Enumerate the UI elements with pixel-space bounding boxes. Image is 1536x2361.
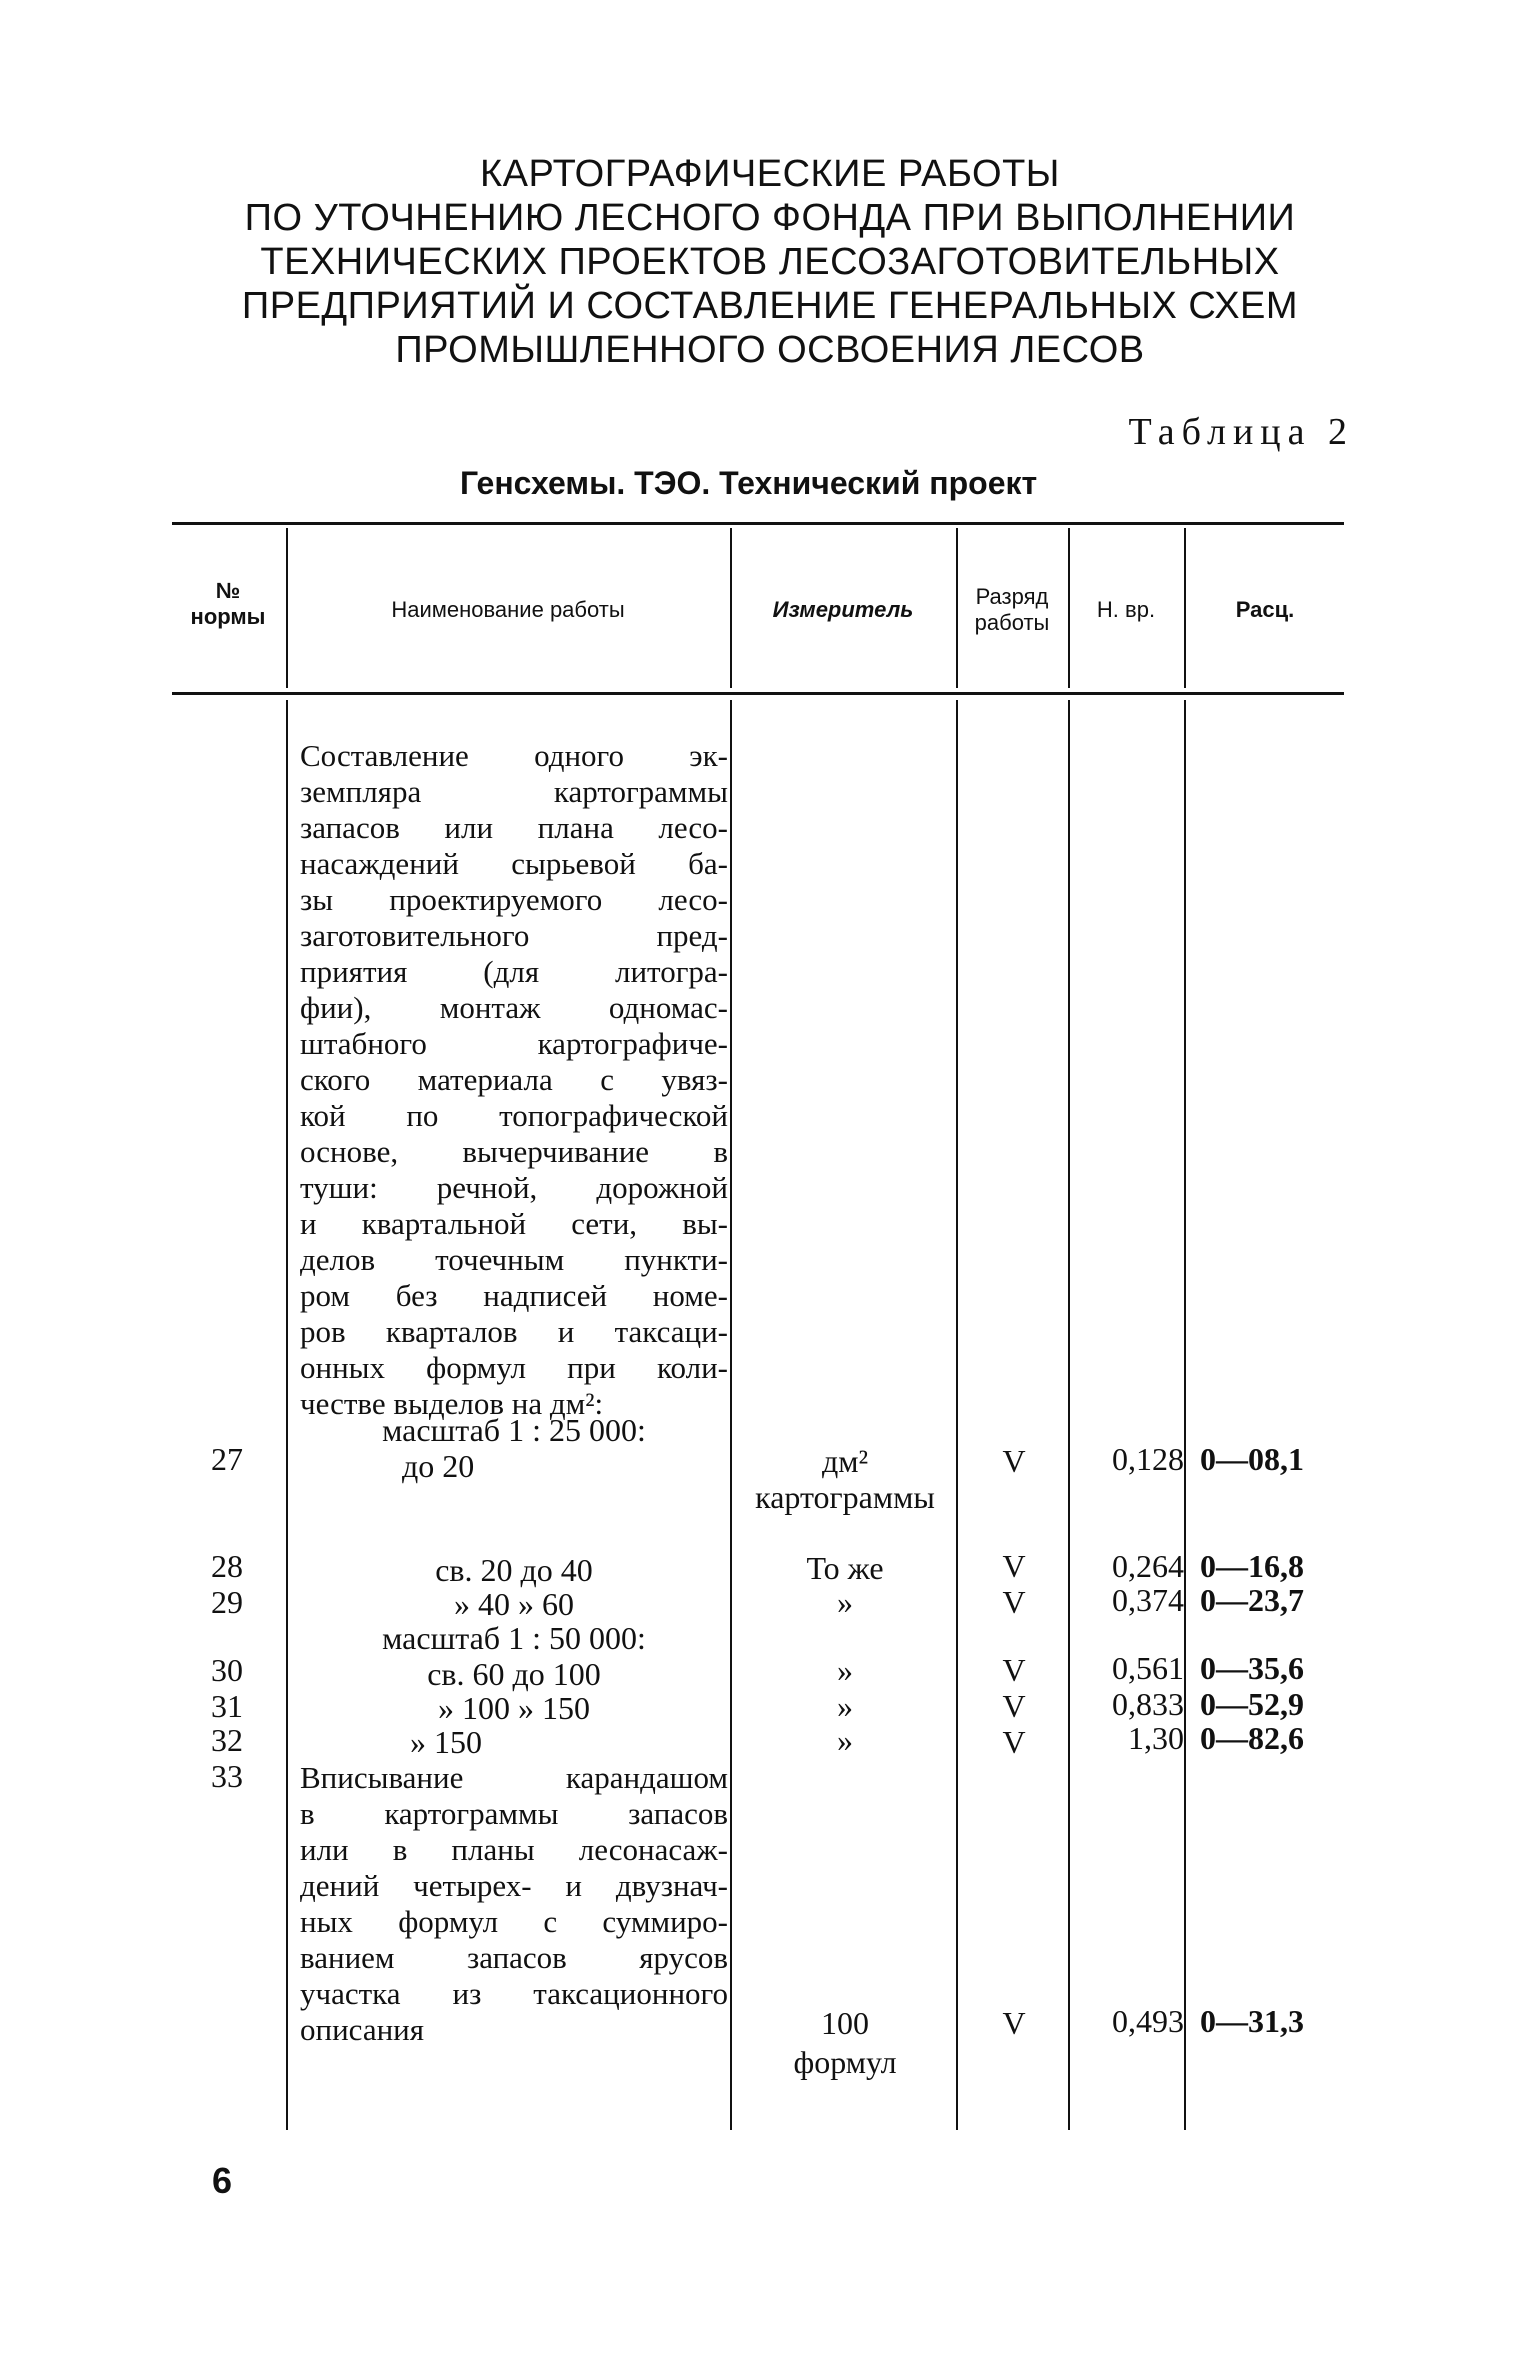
column-divider: [1184, 700, 1186, 2130]
row-rate: 0—82,6: [1200, 1720, 1304, 1756]
row-grade: V: [1002, 1584, 1026, 1620]
row-measure: »: [837, 1688, 853, 1724]
row-subitem: св. 20 до 40: [435, 1552, 593, 1588]
header-measure: Измеритель: [772, 597, 914, 622]
row-subitem: » 40 » 60: [454, 1586, 574, 1622]
column-divider: [730, 700, 732, 2130]
table-number-label: Таблица 2: [1128, 411, 1354, 453]
row-rate: 0—16,8: [1200, 1548, 1304, 1584]
column-divider: [1068, 700, 1070, 2130]
row-grade: V: [1002, 1724, 1026, 1760]
header-time-norm: Н. вр.: [1096, 597, 1156, 622]
row-time-norm: 0,493: [1112, 2003, 1184, 2039]
page-title: [150, 152, 1390, 372]
row-grade: V: [1002, 1548, 1026, 1584]
header-work-name: Наименование работы: [391, 597, 625, 622]
row-time-norm: 0,128: [1112, 1441, 1184, 1477]
header-norm-number: № нормы: [190, 578, 266, 629]
norm-number: 33: [211, 1758, 243, 1794]
row-grade: V: [1002, 1688, 1026, 1724]
column-divider: [286, 700, 288, 2130]
norm-number: 30: [211, 1652, 243, 1688]
title-line: ПРОМЫШЛЕННОГО ОСВОЕНИЯ ЛЕСОВ: [395, 329, 1145, 371]
norm-number: 32: [211, 1722, 243, 1758]
row-rate: 0—31,3: [1200, 2003, 1304, 2039]
row-time-norm: 1,30: [1128, 1720, 1184, 1756]
row-rate: 0—35,6: [1200, 1650, 1304, 1686]
row-grade: V: [1002, 1443, 1026, 1479]
title-line: ТЕХНИЧЕСКИХ ПРОЕКТОВ ЛЕСОЗАГОТОВИТЕЛЬНЫХ: [260, 241, 1280, 283]
header-rate: Расц.: [1235, 597, 1295, 622]
norm-number: 29: [211, 1584, 243, 1620]
title-line: КАРТОГРАФИЧЕСКИЕ РАБОТЫ: [480, 153, 1060, 195]
table-subtitle: Генсхемы. ТЭО. Технический проект: [460, 465, 1038, 501]
title-line: ПРЕДПРИЯТИЙ И СОСТАВЛЕНИЕ ГЕНЕРАЛЬНЫХ СХЕМ: [241, 285, 1299, 327]
row-time-norm: 0,833: [1112, 1686, 1184, 1722]
row-measure: 100: [821, 2005, 869, 2041]
header-bottom-rule: [172, 692, 1344, 695]
row-measure: »: [837, 1584, 853, 1620]
row-time-norm: 0,561: [1112, 1650, 1184, 1686]
scale-heading: масштаб 1 : 50 000:: [382, 1620, 646, 1656]
row-subitem: » 150: [410, 1724, 482, 1760]
row-time-norm: 0,374: [1112, 1582, 1184, 1618]
row-subitem: » 100 » 150: [438, 1690, 590, 1726]
norm-number: 28: [211, 1548, 243, 1584]
row-grade: V: [1002, 2005, 1026, 2041]
column-divider: [956, 700, 958, 2130]
norm-number: 31: [211, 1688, 243, 1724]
table-top-rule: [172, 522, 1344, 525]
work-description: Составление одного эк- земпляра картограммы запасов или плана лесо- насаждений сырьевой ба- зы проектируемого лесо- заготовительного пред- приятия (для литогра- фии), монтаж одномас- штабного картографиче- ского материала с увяз- кой по топографической основе, вычерчивание в туши: речной, дорожной и квартальной сети, вы- делов точечным пункти- ром без надписей номе- ров кварталов и таксаци- онных формул при коли- честве выделов на дм²:: [300, 738, 728, 1421]
title-line: ПО УТОЧНЕНИЮ ЛЕСНОГО ФОНДА ПРИ ВЫПОЛНЕНИИ: [244, 197, 1296, 239]
row-subitem: до 20: [402, 1448, 475, 1484]
row-measure: дм²: [821, 1443, 869, 1479]
row-measure: »: [837, 1652, 853, 1688]
row-measure-line2: картограммы: [755, 1479, 935, 1515]
scale-heading: масштаб 1 : 25 000:: [382, 1412, 646, 1448]
row-subitem: св. 60 до 100: [427, 1656, 601, 1692]
row-rate: 0—08,1: [1200, 1441, 1304, 1477]
norm-number: 27: [211, 1441, 243, 1477]
row-measure: То же: [806, 1550, 884, 1586]
row-grade: V: [1002, 1652, 1026, 1688]
header-grade: Разряд работы: [974, 584, 1050, 635]
page-number: 6: [212, 2160, 233, 2201]
row-time-norm: 0,264: [1112, 1548, 1184, 1584]
row-rate: 0—52,9: [1200, 1686, 1304, 1722]
work-description: Вписывание карандашом в картограммы запасов или в планы лесонасаж- дений четырех- и двузнач- ных формул с суммиро- ванием запасов ярусов участка из таксационного описания: [300, 1760, 728, 2047]
row-measure: »: [837, 1722, 853, 1758]
row-rate: 0—23,7: [1200, 1582, 1304, 1618]
row-measure-line2: формул: [793, 2044, 897, 2080]
